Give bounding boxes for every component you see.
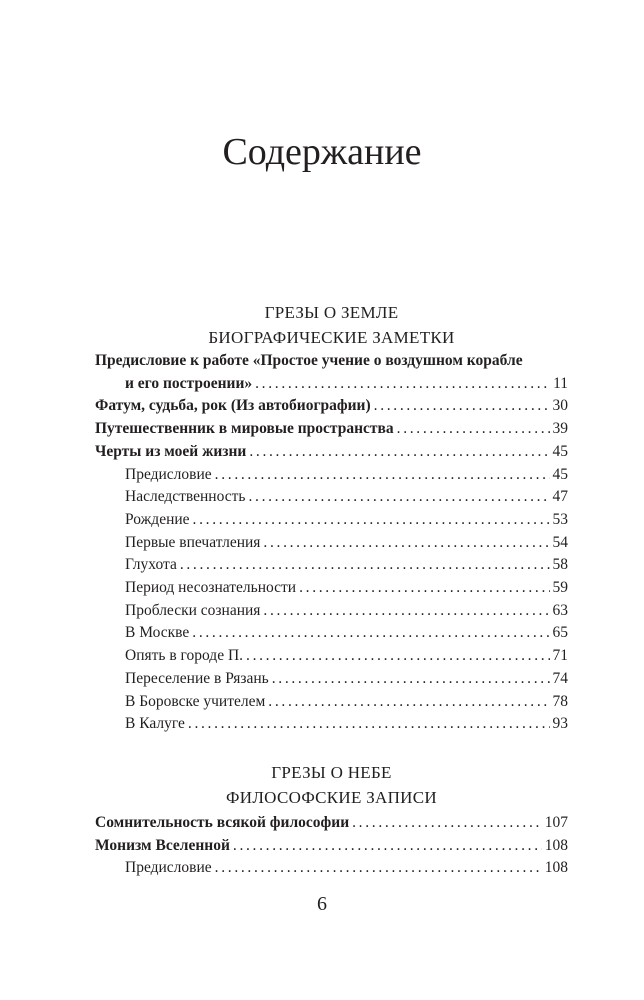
toc-entry[interactable] [95,857,568,880]
toc-entries [95,812,568,880]
toc-entry[interactable] [95,645,568,668]
toc-entry-page: 59 [552,579,568,597]
toc-entry-title: Наследственность [125,488,246,506]
toc-entry-page: 47 [552,488,568,506]
toc-section-earth [95,300,568,736]
dot-leader [268,691,549,714]
dot-leader [192,622,549,645]
dot-leader [246,645,549,668]
section-heading: ГРЕЗЫ О ЗЕМЛЕ [264,303,399,322]
section-subheading: БИОГРАФИЧЕСКИЕ ЗАМЕТКИ [208,328,455,347]
dot-leader [263,532,549,555]
toc-entry[interactable] [95,464,568,487]
toc-entry-page: 65 [552,624,568,642]
toc-entry-title: Путешественник в мировые пространства [95,420,394,438]
toc-entry-page: 71 [552,647,568,665]
toc-entry-title: и его построении» [125,374,253,392]
toc-entry-title: В Москве [125,624,190,642]
toc-entry[interactable] [95,554,568,577]
toc-entry[interactable] [95,373,568,396]
dot-leader [249,441,549,464]
toc-entry[interactable] [95,600,568,623]
toc-entry-page: 108 [544,859,568,877]
toc-entry-page: 45 [552,442,568,460]
dot-leader [193,509,550,532]
toc-entry-title: Переселение в Рязань [125,669,269,687]
toc-entry-title: Проблески сознания [125,601,261,619]
toc-entry[interactable] [95,713,568,736]
dot-leader [272,668,550,691]
toc-entry[interactable] [95,532,568,555]
toc-entry-page: 107 [544,814,568,831]
dot-leader [180,554,550,577]
toc-entry-page: 45 [552,465,568,483]
toc-entry-page: 74 [552,669,568,687]
dot-leader [188,713,550,736]
toc-entry[interactable] [95,668,568,691]
toc-entry-page: 63 [552,601,568,619]
dot-leader [215,857,542,880]
toc-entry-page: 108 [544,836,568,854]
toc-entry-title: Первые впечатления [125,533,261,551]
toc-entry-title: Период несознательности [125,579,297,597]
toc-entry-page: 53 [552,510,568,528]
toc-entry-line[interactable]: Предисловие к работе «Простое учение о воздушном корабле [95,352,523,369]
toc-entry-title: Черты из моей жизни [95,442,247,460]
toc-entry[interactable] [95,691,568,714]
section-subheading: ФИЛОСОФСКИЕ ЗАПИСИ [226,788,437,807]
toc-entry[interactable] [95,395,568,418]
dot-leader [233,835,542,858]
toc-entry-page: 30 [552,397,568,415]
toc-entry-page: 58 [552,556,568,574]
toc-entry[interactable] [95,418,568,441]
dot-leader [397,418,550,441]
toc-entry-title: Предисловие [125,859,212,877]
toc-entry-page: 39 [552,420,568,438]
toc-entry-title: Предисловие [125,465,212,483]
dot-leader [374,395,550,418]
toc-entries [95,373,568,736]
page-number: 6 [317,893,327,915]
toc-entry[interactable] [95,441,568,464]
dot-leader [299,577,549,600]
toc-entry-title: Рождение [125,510,190,528]
toc-entry[interactable] [95,622,568,645]
toc-entry-title: Монизм Вселенной [95,836,230,854]
toc-entry-title: Глухота [125,556,177,574]
toc-entry[interactable] [95,509,568,532]
dot-leader [263,600,549,623]
toc-entry-page: 54 [552,533,568,551]
dot-leader [255,373,550,396]
toc-entry-title: Опять в городе П. [125,647,244,665]
toc-entry[interactable] [95,577,568,600]
toc-entry-title: В Боровске учителем [125,692,266,710]
toc-entry-page: 78 [552,692,568,710]
toc-entry-page: 11 [553,374,568,392]
toc-entry-title: Фатум, судьба, рок (Из автобиографии) [95,397,371,415]
toc-entry[interactable] [95,812,568,835]
dot-leader [215,464,550,487]
section-heading: ГРЕЗЫ О НЕБЕ [271,763,392,782]
dot-leader [248,486,549,509]
toc-entry-title: В Калуге [125,715,185,733]
toc-entry[interactable] [95,486,568,509]
toc-entry-title: Сомнительность всякой философии [95,814,350,831]
toc-entry[interactable] [95,835,568,858]
page-title: Содержание [222,131,422,174]
toc-section-sky [95,760,568,880]
toc-entry-page: 93 [552,715,568,733]
dot-leader [352,812,542,835]
